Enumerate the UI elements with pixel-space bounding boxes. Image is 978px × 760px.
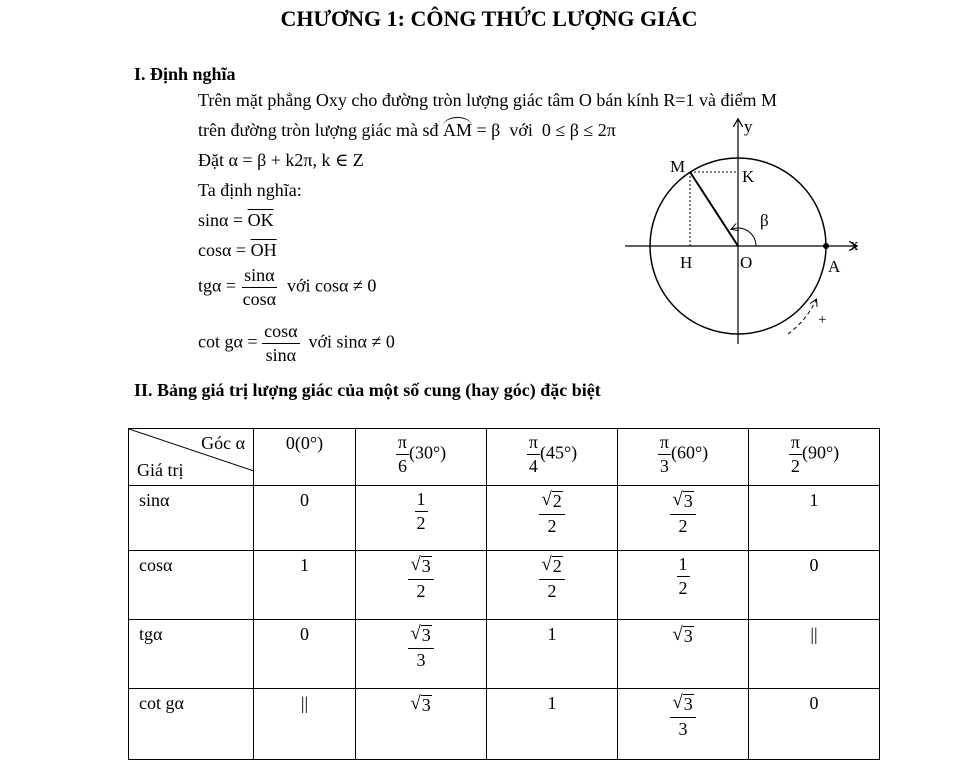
value-fraction <box>539 555 564 601</box>
fraction-denominator <box>415 512 428 533</box>
radicand: 3 <box>683 491 693 511</box>
col-60-num: π <box>658 433 671 455</box>
definition-line-3: Đặt α = β + k2π, k ∈ Z <box>198 150 364 170</box>
point-a <box>823 243 829 249</box>
square-root <box>541 556 562 577</box>
cotg-denominator: sinα <box>265 344 297 365</box>
col-45-frac <box>527 433 540 476</box>
fraction-denominator <box>546 515 559 536</box>
col-30-num: π <box>396 433 409 455</box>
cell-value <box>548 624 557 644</box>
cell-value <box>810 490 819 510</box>
square-root <box>410 625 431 646</box>
line2-eq: = β <box>472 120 501 140</box>
radical-sign: √ <box>541 554 552 575</box>
fraction-denominator <box>415 649 428 670</box>
arc-am: AM <box>443 120 473 140</box>
col-60-den: 3 <box>659 455 669 476</box>
value-fraction <box>408 555 433 601</box>
column-header-30 <box>356 429 487 486</box>
section-heading-table: II. Bảng giá trị lượng giác của một số cung (hay góc) đặc biệt <box>134 380 601 400</box>
radicand: 2 <box>552 556 562 576</box>
value-text: 1 <box>547 624 557 644</box>
cell-value <box>539 554 564 601</box>
definition-line-2 <box>198 120 616 141</box>
col-45-num: π <box>527 433 540 455</box>
tg-lhs: tgα = <box>198 275 241 296</box>
tg-numerator: sinα <box>242 266 276 288</box>
radical-sign: √ <box>672 489 683 510</box>
square-root <box>541 491 562 512</box>
square-root <box>410 556 431 577</box>
fraction-numerator <box>539 555 564 580</box>
cell-value <box>408 554 433 601</box>
cotg-lhs: cot gα = <box>198 331 263 352</box>
table-cell <box>254 620 356 689</box>
value-text: 0 <box>809 693 819 713</box>
cell-value <box>408 623 433 670</box>
cell-value <box>810 693 819 713</box>
cell-value <box>539 489 564 536</box>
radical-sign: √ <box>541 489 552 510</box>
col-30-deg: (30°) <box>408 442 447 463</box>
table-cell <box>254 486 356 551</box>
cell-value <box>410 693 431 713</box>
cell-value <box>672 624 693 644</box>
value-text: 2 <box>678 515 688 536</box>
positive-direction-arrow <box>788 300 816 334</box>
col-0-label: 0(0°) <box>285 433 324 453</box>
cos-definition <box>198 240 277 261</box>
value-text: || <box>810 624 818 644</box>
fraction-numerator <box>677 555 690 577</box>
column-header-90 <box>749 429 880 486</box>
radicand: 2 <box>552 491 562 511</box>
cotg-definition <box>198 322 395 365</box>
value-text: 0 <box>300 490 310 510</box>
value-text: 2 <box>416 580 426 601</box>
col-30-den: 6 <box>397 455 407 476</box>
line2-with: với <box>509 120 533 140</box>
definition-line-1: Trên mặt phẳng Oxy cho đường tròn lượng giác tâm O bán kính R=1 và điểm M <box>198 90 777 110</box>
cotg-condition: với sinα ≠ 0 <box>308 331 395 352</box>
col-60-deg: (60°) <box>670 442 709 463</box>
cell-value <box>415 489 428 533</box>
col-60-frac <box>658 433 671 476</box>
label-h: H <box>680 253 693 272</box>
col-90-deg: (90°) <box>801 442 840 463</box>
square-root <box>672 491 693 512</box>
tg-denominator: cosα <box>242 288 277 309</box>
label-o: O <box>740 253 753 272</box>
line2-text: trên đường tròn lượng giác mà sđ <box>198 120 439 140</box>
value-fraction <box>670 693 695 739</box>
cell-value <box>301 693 308 713</box>
special-values-table <box>128 428 880 760</box>
col-45-den: 4 <box>528 455 538 476</box>
fraction-numerator <box>408 624 433 649</box>
fraction-denominator <box>677 515 690 536</box>
vector-oh: $\overline{OH}$ <box>250 240 277 260</box>
cell-value <box>810 555 819 575</box>
value-text: 2 <box>547 515 557 536</box>
radicand: 3 <box>683 626 693 646</box>
table-row <box>129 551 880 620</box>
tg-fraction <box>241 266 278 309</box>
fraction-numerator <box>408 555 433 580</box>
value-text: 1 <box>300 555 310 575</box>
corner-label-angle: Góc α <box>201 433 245 453</box>
column-header-45 <box>487 429 618 486</box>
radicand: 3 <box>421 695 431 715</box>
col-90-frac <box>789 433 802 476</box>
label-y: y <box>744 117 753 136</box>
sin-definition <box>198 210 274 231</box>
fraction-denominator <box>677 718 690 739</box>
row-label: sinα <box>129 486 254 551</box>
label-k: K <box>742 167 755 186</box>
value-fraction <box>539 490 564 536</box>
cotg-fraction <box>262 322 299 365</box>
radius-om <box>690 172 738 246</box>
line2-cond: 0 ≤ β ≤ 2π <box>541 120 616 140</box>
radical-sign: √ <box>410 623 421 644</box>
radicand: 3 <box>683 694 693 714</box>
fraction-denominator <box>415 580 428 601</box>
cotg-numerator: cosα <box>262 322 299 344</box>
corner-label-value: Giá trị <box>137 460 184 480</box>
table-cell <box>487 620 618 689</box>
value-text: 3 <box>416 649 426 670</box>
cell-value <box>300 555 309 575</box>
table-cell <box>618 689 749 760</box>
table-corner-cell <box>129 429 254 486</box>
definition-line-4: Ta định nghĩa: <box>198 180 302 200</box>
tg-condition: với cosα ≠ 0 <box>287 275 377 296</box>
table-header-row <box>129 429 880 486</box>
table-cell <box>749 551 880 620</box>
value-text: 2 <box>678 577 688 598</box>
row-label: cot gα <box>129 689 254 760</box>
table-cell <box>487 486 618 551</box>
value-text: 1 <box>416 489 426 509</box>
section-heading-definition: I. Định nghĩa <box>134 64 236 84</box>
value-text: 1 <box>678 554 688 574</box>
label-x: x <box>850 235 859 254</box>
row-label: tgα <box>129 620 254 689</box>
value-fraction <box>408 624 433 670</box>
tg-definition <box>198 266 376 309</box>
col-30-frac <box>396 433 409 476</box>
cell-value <box>300 624 309 644</box>
value-text: 0 <box>300 624 310 644</box>
table-cell <box>749 689 880 760</box>
radicand: 3 <box>421 556 431 576</box>
cell-value <box>670 692 695 739</box>
value-fraction <box>415 490 428 533</box>
value-fraction <box>677 555 690 598</box>
col-90-num: π <box>789 433 802 455</box>
value-text: 3 <box>678 718 688 739</box>
col-90-den: 2 <box>790 455 800 476</box>
fraction-denominator <box>677 577 690 598</box>
vector-ok: $\overline{OK}$ <box>247 210 274 230</box>
table-cell <box>254 551 356 620</box>
cell-value <box>670 489 695 536</box>
table-cell <box>487 551 618 620</box>
table-cell <box>487 689 618 760</box>
unit-circle-diagram <box>620 112 870 352</box>
page-title: CHƯƠNG 1: CÔNG THỨC LƯỢNG GIÁC <box>280 6 698 31</box>
table-cell <box>749 620 880 689</box>
table-row <box>129 620 880 689</box>
table-cell <box>356 689 487 760</box>
table-cell <box>618 620 749 689</box>
table-row <box>129 689 880 760</box>
value-text: 1 <box>547 693 557 713</box>
value-text: 2 <box>416 512 426 533</box>
radical-sign: √ <box>410 693 421 714</box>
fraction-numerator <box>670 693 695 718</box>
label-beta: β <box>760 211 769 230</box>
fraction-numerator <box>415 490 428 512</box>
label-m: M <box>670 157 686 176</box>
value-text: 1 <box>809 490 819 510</box>
table-cell <box>356 486 487 551</box>
label-plus: + <box>818 312 827 328</box>
table-cell <box>749 486 880 551</box>
square-root <box>672 694 693 715</box>
fraction-numerator <box>670 490 695 515</box>
table-row <box>129 486 880 551</box>
table-cell <box>356 551 487 620</box>
value-text: 0 <box>809 555 819 575</box>
col-45-deg: (45°) <box>539 442 578 463</box>
column-header-60 <box>618 429 749 486</box>
table-cell <box>356 620 487 689</box>
fraction-numerator <box>539 490 564 515</box>
cell-value <box>300 490 309 510</box>
value-fraction <box>670 490 695 536</box>
table-cell <box>618 551 749 620</box>
radicand: 3 <box>421 625 431 645</box>
value-text: 2 <box>547 580 557 601</box>
table-cell <box>254 689 356 760</box>
square-root <box>410 695 431 716</box>
radical-sign: √ <box>672 624 683 645</box>
sin-lhs: sinα = <box>198 210 248 230</box>
table-cell <box>618 486 749 551</box>
cell-value <box>548 693 557 713</box>
cell-value <box>810 624 817 644</box>
value-text: || <box>300 693 309 713</box>
radical-sign: √ <box>410 554 421 575</box>
cell-value <box>677 554 690 598</box>
cos-lhs: cosα = <box>198 240 251 260</box>
fraction-denominator <box>546 580 559 601</box>
square-root <box>672 626 693 647</box>
row-label: cosα <box>129 551 254 620</box>
radical-sign: √ <box>672 692 683 713</box>
column-header-0 <box>254 429 356 486</box>
label-a: A <box>828 257 841 276</box>
